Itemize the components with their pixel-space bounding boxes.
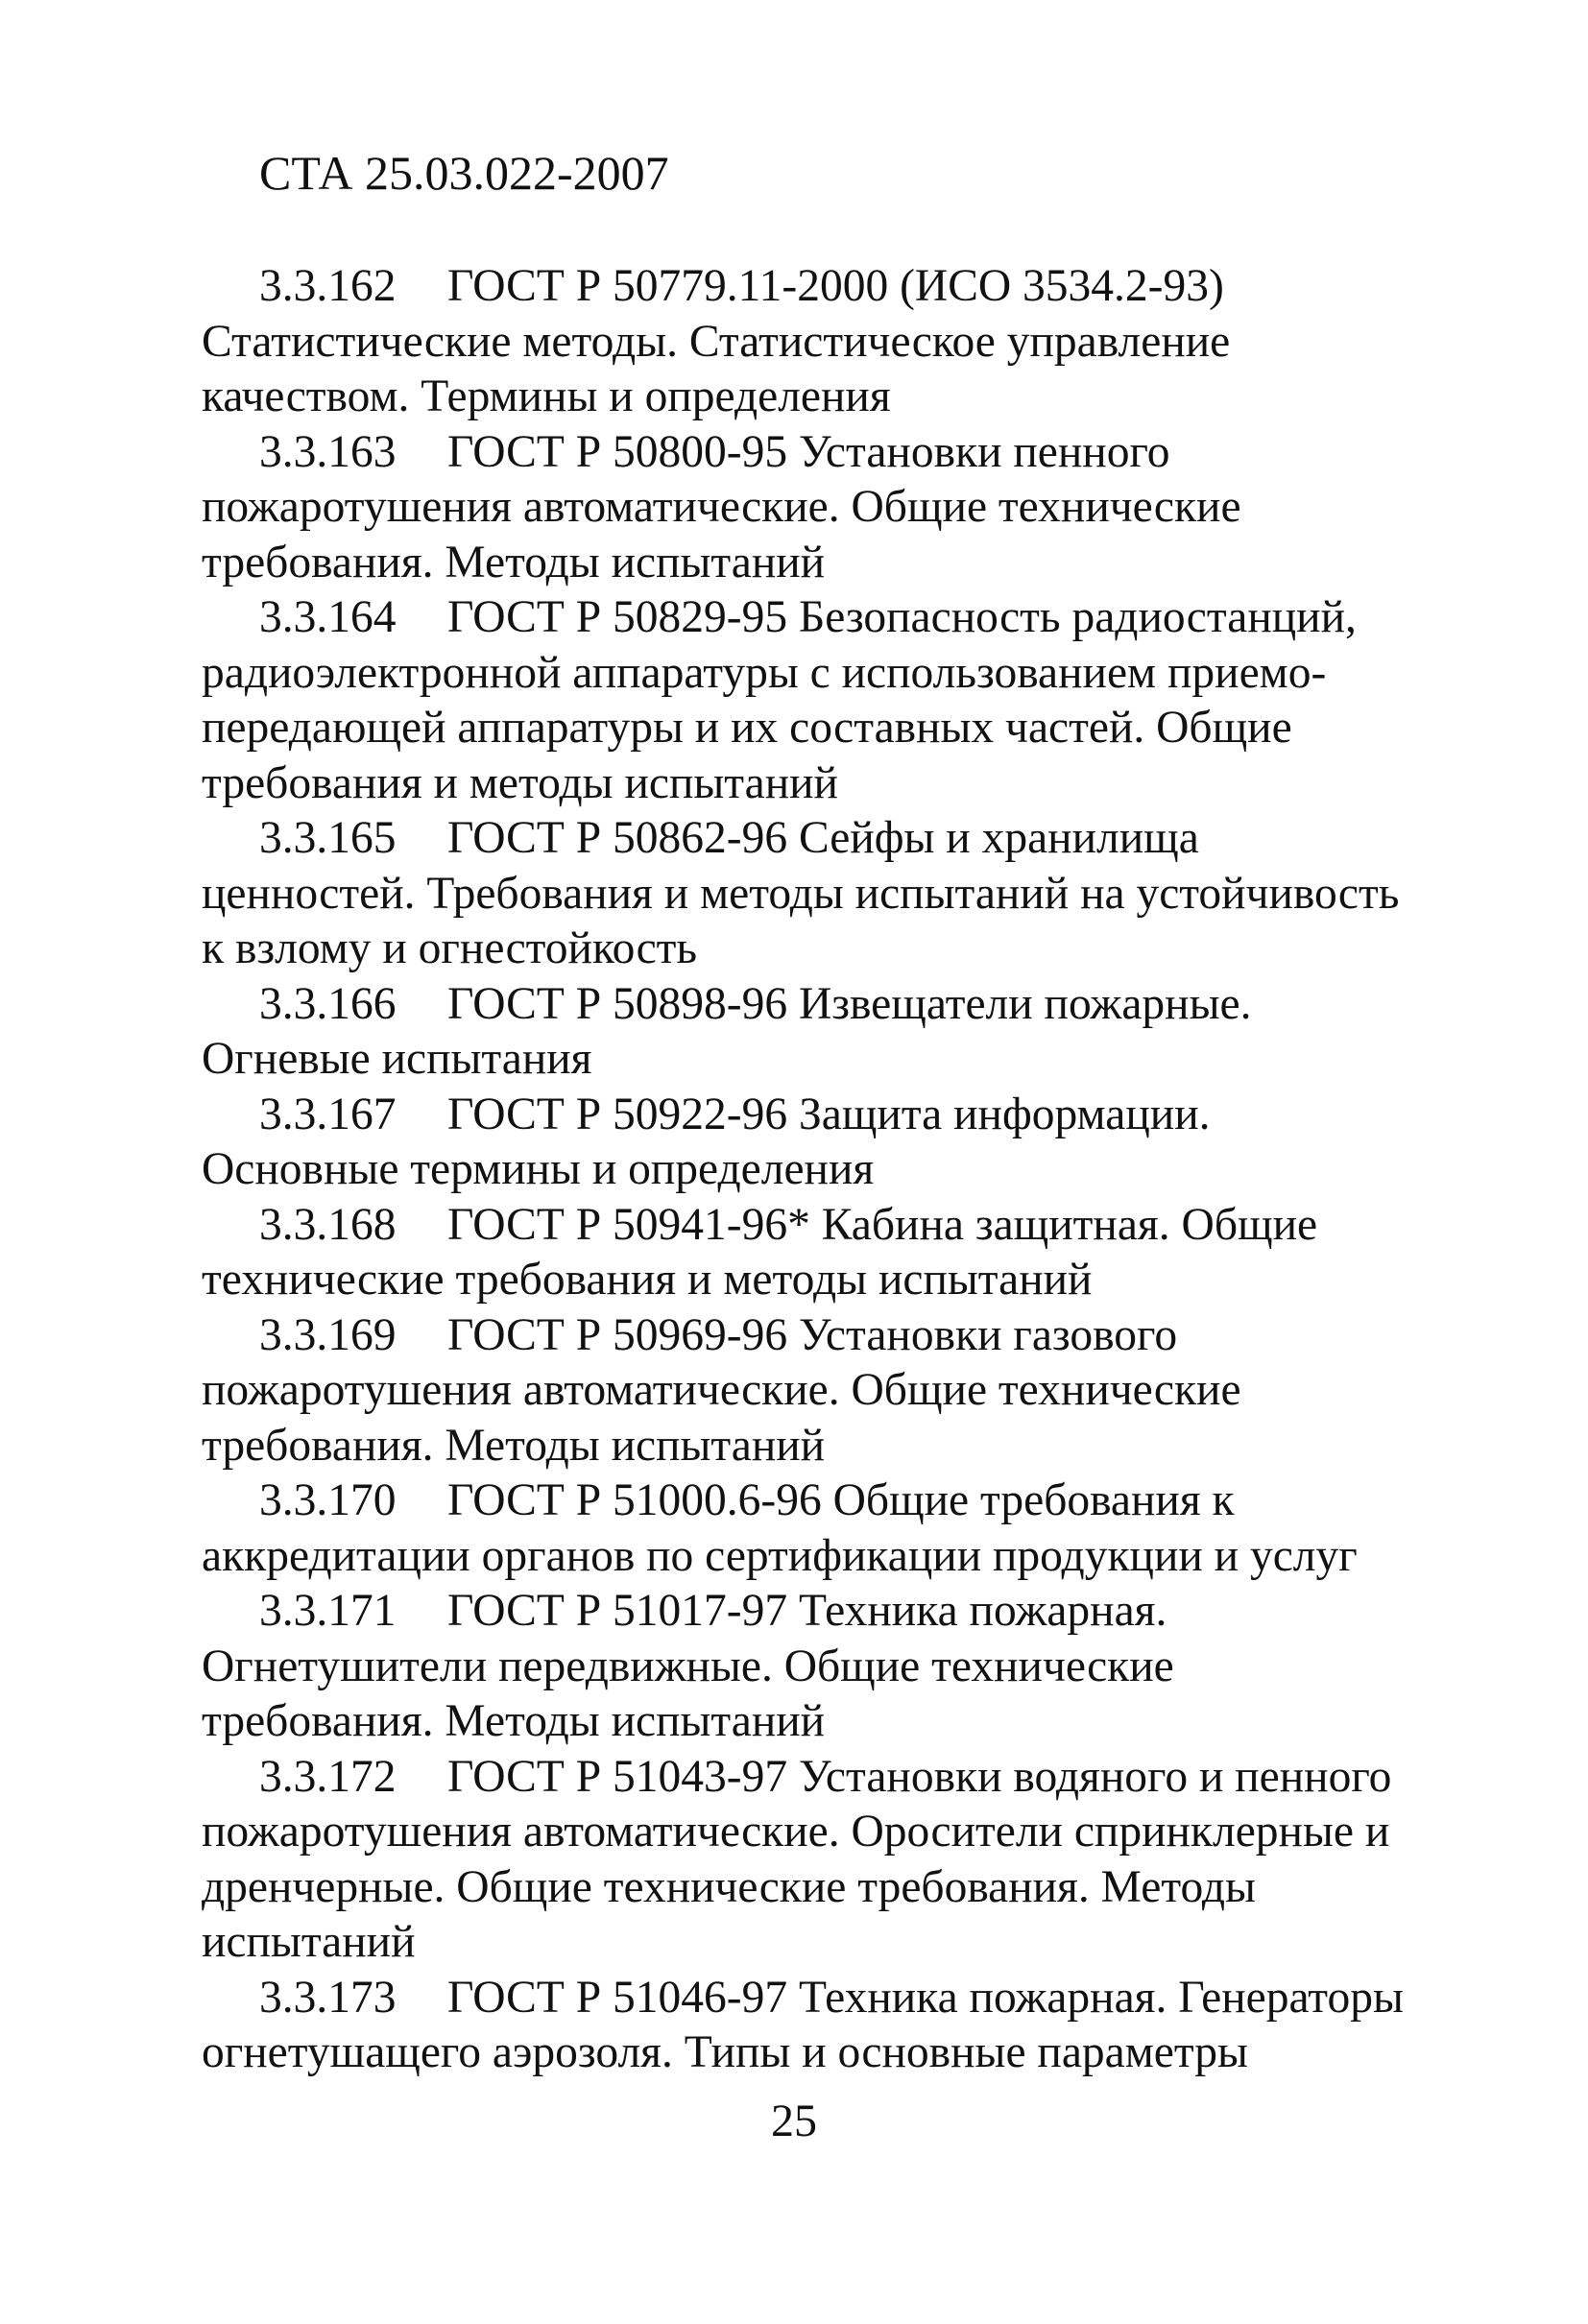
entry-number: 3.3.170 bbox=[259, 1475, 397, 1525]
entry-text: ГОСТ Р 50800-95 Установки пенного пожаротушения автоматические. Общие технические требования. Методы испытаний bbox=[202, 426, 1241, 587]
entry-number: 3.3.162 bbox=[259, 261, 397, 311]
entry-number: 3.3.171 bbox=[259, 1586, 397, 1636]
reference-entry bbox=[202, 259, 1411, 425]
reference-entry bbox=[202, 425, 1411, 591]
entry-text: ГОСТ Р 50829-95 Безопасность радиостанций, радиоэлектронной аппаратуры с использованием приемо-передающей аппаратуры и их составных частей. Общие требования и методы испытаний bbox=[202, 592, 1357, 808]
entry-number: 3.3.166 bbox=[259, 978, 397, 1029]
entry-number: 3.3.168 bbox=[259, 1199, 397, 1250]
entry-text: ГОСТ Р 51000.6-96 Общие требования к аккредитации органов по сертификации продукции и услуг bbox=[202, 1475, 1358, 1581]
entry-text: ГОСТ Р 50969-96 Установки газового пожаротушения автоматические. Общие технические требования. Методы испытаний bbox=[202, 1309, 1241, 1471]
entry-text: ГОСТ Р 51017-97 Техника пожарная. Огнетушители передвижные. Общие технические требования. Методы испытаний bbox=[202, 1586, 1174, 1746]
reference-entry bbox=[202, 1308, 1411, 1474]
reference-entry bbox=[202, 1198, 1411, 1308]
reference-entry bbox=[202, 1473, 1411, 1584]
entry-number: 3.3.167 bbox=[259, 1089, 397, 1139]
reference-entry bbox=[202, 1088, 1411, 1198]
entry-text: ГОСТ Р 50862-96 Сейфы и хранилища ценностей. Требования и методы испытаний на устойчивость к взлому и огнестойкость bbox=[202, 813, 1400, 973]
entry-text: ГОСТ Р 51046-97 Техника пожарная. Генераторы огнетушащего аэрозоля. Типы и основные параметры bbox=[202, 1972, 1404, 2077]
reference-entry bbox=[202, 590, 1411, 811]
reference-entry bbox=[202, 1750, 1411, 1971]
reference-entry bbox=[202, 1584, 1411, 1750]
entry-text: ГОСТ Р 50922-96 Защита информации. Основные термины и определения bbox=[202, 1089, 1211, 1194]
entry-number: 3.3.164 bbox=[259, 592, 397, 642]
reference-entry bbox=[202, 977, 1411, 1088]
reference-entry bbox=[202, 811, 1411, 977]
entry-number: 3.3.169 bbox=[259, 1309, 397, 1360]
reference-entry bbox=[202, 1971, 1411, 2081]
entry-text: ГОСТ Р 51043-97 Установки водяного и пенного пожаротушения автоматические. Оросители спринклерные и дренчерные. Общие технические требования. Методы испытаний bbox=[202, 1751, 1392, 1967]
entry-number: 3.3.165 bbox=[259, 813, 397, 863]
page-number: 25 bbox=[771, 2096, 817, 2146]
reference-list bbox=[202, 259, 1411, 2081]
document-header: СТА 25.03.022-2007 bbox=[259, 146, 669, 200]
entry-text: ГОСТ Р 50898-96 Извещатели пожарные. Огневые испытания bbox=[202, 978, 1252, 1084]
entry-number: 3.3.173 bbox=[259, 1972, 397, 2023]
entry-text: ГОСТ Р 50941-96* Кабина защитная. Общие технические требования и методы испытаний bbox=[202, 1199, 1318, 1305]
entry-text: ГОСТ Р 50779.11-2000 (ИСО 3534.2-93) Статистические методы. Статистическое управление качеством. Термины и определения bbox=[202, 261, 1231, 421]
entry-number: 3.3.172 bbox=[259, 1751, 397, 1802]
entry-number: 3.3.163 bbox=[259, 426, 397, 477]
